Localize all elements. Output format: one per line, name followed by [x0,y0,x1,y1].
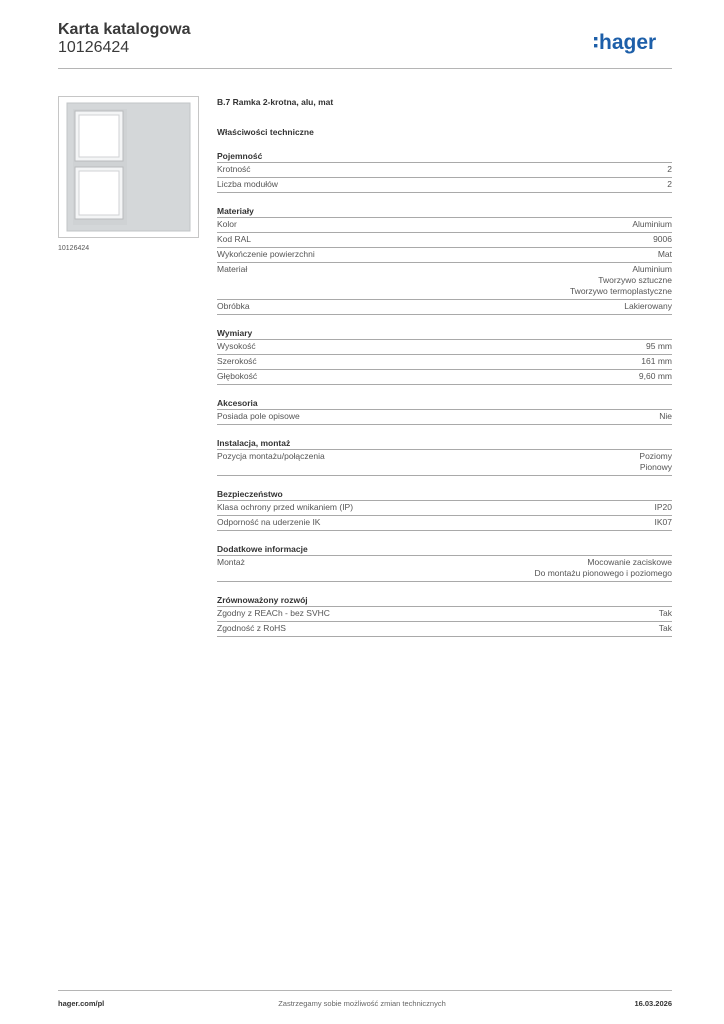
spec-value [639,371,672,382]
spec-label: Zgodność z RoHS [217,623,286,633]
spec-section [217,594,672,637]
section-divider [217,384,672,385]
spec-section [217,397,672,425]
spec-value [641,356,672,367]
spec-label: Montaż [217,557,245,567]
spec-value [659,623,672,634]
spec-value [655,502,673,513]
spec-label: Wykończenie powierzchni [217,249,315,259]
spec-value-line: Poziomy [639,451,672,461]
spec-value-line: Aluminium [632,219,672,229]
spec-value-line: Mat [657,249,672,259]
spec-label: Kolor [217,219,237,229]
spec-value-line: Lakierowany [624,301,672,311]
logo-text: hager [599,31,657,54]
section-divider [217,424,672,425]
spec-sheet [217,96,672,649]
spec-value-line: 9006 [653,234,672,244]
spec-row [217,621,672,636]
product-image [58,96,199,238]
spec-value-line: Tak [658,608,672,618]
section-heading: Pojemność [217,151,263,161]
spec-row [217,262,672,299]
spec-row [217,232,672,247]
section-heading: Zrównoważony rozwój [217,595,308,605]
spec-value-line: 2 [667,164,672,174]
spec-value [646,341,672,352]
spec-row [217,515,672,530]
hager-logo [592,28,674,58]
header-divider [58,68,672,69]
section-heading: Materiały [217,206,254,216]
spec-section [217,437,672,476]
page-title: Karta katalogowa [58,21,191,38]
spec-row [217,299,672,314]
section-divider [217,581,672,582]
spec-value-line: 95 mm [646,341,672,351]
spec-label: Odporność na uderzenie IK [217,517,321,527]
section-heading: Wymiary [217,328,253,338]
spec-label: Kod RAL [217,234,252,244]
spec-value [659,411,672,422]
spec-value [624,301,672,312]
spec-row [217,247,672,262]
spec-row [217,555,672,581]
spec-row [217,339,672,354]
spec-label: Zgodny z REACh - bez SVHC [217,608,330,618]
section-heading: Instalacja, montaż [217,438,291,448]
section-divider [217,636,672,637]
section-divider [217,192,672,193]
spec-label: Pozycja montażu/połączenia [217,451,325,461]
spec-value [659,608,672,619]
spec-row [217,500,672,515]
spec-value-line: Tworzywo sztuczne [598,275,672,285]
spec-value-line: 9,60 mm [638,371,672,381]
product-title: B.7 Ramka 2-krotna, alu, mat [217,97,334,107]
spec-label: Posiada pole opisowe [217,411,300,421]
spec-value [653,234,672,245]
section-heading: Bezpieczeństwo [217,489,283,499]
spec-row [217,177,672,192]
spec-value-line: IK07 [654,517,672,527]
spec-value [632,219,672,230]
spec-value-line: Mocowanie zaciskowe [587,557,672,567]
spec-value-line: Do montażu pionowego i poziomego [534,568,672,578]
spec-row [217,409,672,424]
frame-image [59,97,198,237]
spec-value [667,179,672,190]
spec-value-line: 2 [667,179,672,189]
tech-props-heading: Właściwości techniczne [217,127,314,137]
spec-label: Szerokość [217,356,257,366]
spec-row [217,354,672,369]
spec-value [667,164,672,175]
spec-value-line: Tworzywo termoplastyczne [569,286,672,296]
spec-sections [217,150,672,637]
image-caption: 10126424 [58,245,90,252]
section-divider [217,314,672,315]
spec-row [217,449,672,475]
spec-row [217,369,672,384]
footer-divider [58,990,672,991]
spec-value [655,517,673,528]
footer-note: Zastrzegamy sobie możliwość zmian technicznych [278,999,446,1008]
spec-label: Wysokość [217,341,256,351]
spec-section [217,488,672,531]
spec-value-line: IP20 [654,502,672,512]
spec-label: Materiał [217,264,248,274]
spec-section [217,543,672,582]
spec-row [217,162,672,177]
spec-value [639,451,672,473]
spec-value-line: 161 mm [641,356,672,366]
spec-label: Liczba modułów [217,179,278,189]
spec-label: Obróbka [217,301,250,311]
spec-value [570,264,672,297]
spec-section [217,205,672,315]
footer-website[interactable]: hager.com/pl [58,999,105,1008]
spec-value [658,249,672,260]
spec-label: Głębokość [217,371,258,381]
footer-date: 16.03.2026 [634,999,672,1008]
spec-row [217,606,672,621]
section-divider [217,530,672,531]
spec-section [217,327,672,385]
spec-value-line: Aluminium [632,264,672,274]
section-heading: Dodatkowe informacje [217,544,308,554]
spec-value-line: Tak [658,623,672,633]
spec-value-line: Nie [659,411,672,421]
section-heading: Akcesoria [217,398,258,408]
spec-label: Krotność [217,164,251,174]
spec-row [217,217,672,232]
product-number: 10126424 [58,39,130,56]
spec-value [534,557,672,579]
spec-label: Klasa ochrony przed wnikaniem (IP) [217,502,354,512]
spec-value-line: Pionowy [639,462,672,472]
spec-section [217,150,672,193]
section-divider [217,475,672,476]
